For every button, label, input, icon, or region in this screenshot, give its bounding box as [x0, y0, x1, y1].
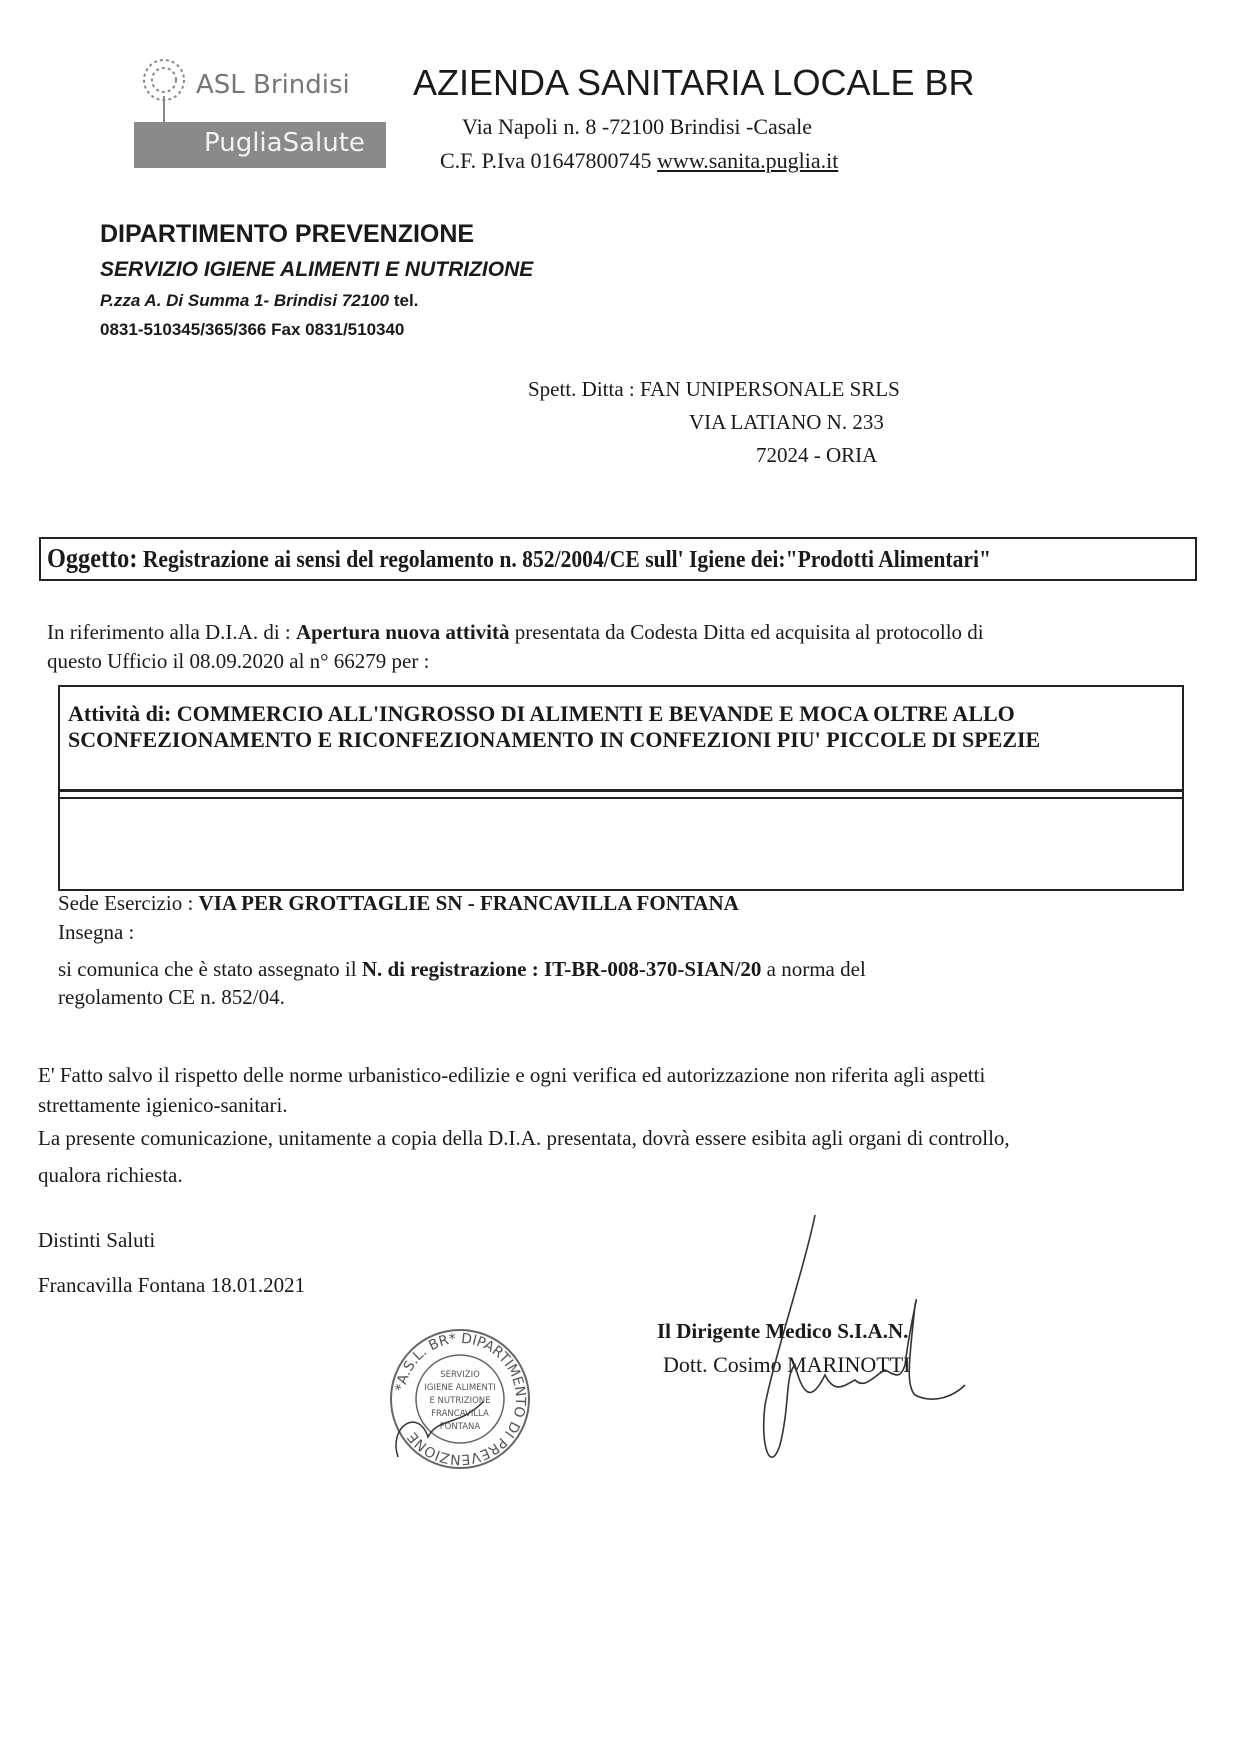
recipient-line1: Spett. Ditta : FAN UNIPERSONALE SRLS — [528, 377, 900, 401]
department-address-street: P.zza A. Di Summa 1- Brindisi 72100 — [100, 291, 390, 310]
sede-label: Sede Esercizio : — [58, 891, 199, 915]
subject-box — [39, 537, 1197, 581]
recipient-line3: 72024 - ORIA — [756, 443, 878, 467]
organization-title: AZIENDA SANITARIA LOCALE BR — [413, 62, 975, 103]
tax-id: C.F. P.Iva 01647800745 — [440, 148, 652, 173]
activity-box — [58, 685, 1184, 891]
svg-text:IGIENE ALIMENTI: IGIENE ALIMENTI — [424, 1383, 496, 1393]
subject-label: Oggetto: — [47, 543, 138, 573]
ref-pre: In riferimento alla D.I.A. di : — [47, 620, 297, 644]
registration-line — [58, 957, 866, 982]
logo-brand: ASL Brindisi — [196, 70, 350, 100]
tel-label: tel. — [389, 291, 419, 310]
svg-text:SERVIZIO: SERVIZIO — [440, 1370, 480, 1380]
logo-band — [134, 122, 386, 168]
department-phones: 0831-510345/365/366 Fax 0831/510340 — [100, 320, 405, 339]
subject-text: Registrazione ai sensi del regolamento n. 852/2004/CE sull' Igiene dei:"Prodotti Alimentari" — [137, 547, 991, 573]
svg-text:FRANCAVILLA: FRANCAVILLA — [431, 1409, 489, 1419]
paragraph1-line1: E' Fatto salvo il rispetto delle norme urbanistico-edilizie e ogni verifica ed autorizzazione non riferita agli aspetti — [38, 1063, 986, 1087]
department-service: SERVIZIO IGIENE ALIMENTI E NUTRIZIONE — [100, 258, 534, 281]
registration-number: N. di registrazione : IT-BR-008-370-SIAN/20 — [361, 957, 762, 981]
place-date: Francavilla Fontana 18.01.2021 — [38, 1273, 306, 1297]
signatory-role: Il Dirigente Medico S.I.A.N. — [657, 1319, 909, 1343]
svg-text:FONTANA: FONTANA — [439, 1422, 481, 1432]
reference-line2: questo Ufficio il 08.09.2020 al n° 66279 per : — [47, 649, 430, 673]
closing: Distinti Saluti — [38, 1228, 156, 1252]
sede-line — [58, 891, 739, 916]
paragraph2-line1: La presente comunicazione, unitamente a copia della D.I.A. presentata, dovrà essere esibita agli organi di controllo, — [38, 1126, 1010, 1150]
registration-line2: regolamento CE n. 852/04. — [58, 985, 285, 1009]
department-name: DIPARTIMENTO PREVENZIONE — [100, 220, 475, 248]
tree-logo-icon — [134, 56, 194, 126]
handwritten-signature — [735, 1205, 975, 1485]
reference-line1 — [47, 620, 984, 645]
organization-address: Via Napoli n. 8 -72100 Brindisi -Casale — [462, 114, 813, 139]
sede-value: VIA PER GROTTAGLIE SN - FRANCAVILLA FONTANA — [198, 891, 739, 915]
official-stamp — [388, 1327, 532, 1471]
svg-text:*A.S.L. BR* DIPARTIMENTO DI PR: *A.S.L. BR* DIPARTIMENTO DI PREVENZIONE — [392, 1330, 529, 1468]
reg-pre: si comunica che è stato assegnato il — [58, 957, 362, 981]
recipient-line2: VIA LATIANO N. 233 — [689, 410, 884, 434]
signatory-name: Dott. Cosimo MARINOTTI — [663, 1352, 911, 1377]
organization-tax-line — [440, 148, 838, 174]
reg-post: a norma del — [761, 957, 866, 981]
subject-line — [47, 543, 1096, 574]
double-divider — [60, 789, 1182, 799]
paragraph2-line2: qualora richiesta. — [38, 1163, 183, 1187]
paragraph1-line2: strettamente igienico-sanitari. — [38, 1093, 288, 1117]
activity-text: Attività di: COMMERCIO ALL'INGROSSO DI ALIMENTI E BEVANDE E MOCA OLTRE ALLO SCONFEZIONAMENTO E RICONFEZIONAMENTO IN CONFEZIONI PIU' PICCOLE DI SPEZIE — [68, 701, 1041, 752]
logo-band-text: PugliaSalute — [204, 128, 365, 158]
ref-post: presentata da Codesta Ditta ed acquisita al protocollo di — [509, 620, 984, 644]
ref-bold: Apertura nuova attività — [296, 620, 510, 644]
website-link[interactable]: www.sanita.puglia.it — [657, 148, 839, 173]
asl-logo — [134, 56, 386, 170]
svg-text:E NUTRIZIONE: E NUTRIZIONE — [429, 1396, 491, 1406]
department-address — [100, 291, 418, 311]
insegna-line: Insegna : — [58, 920, 135, 944]
